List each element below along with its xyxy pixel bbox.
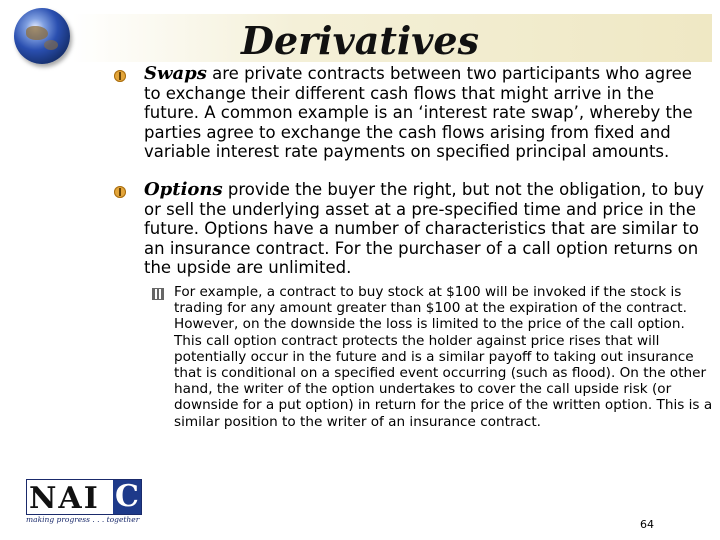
swaps-keyword: Swaps	[144, 63, 207, 84]
slide-title: Derivatives	[241, 18, 479, 63]
logo-tagline: making progress . . . together	[26, 515, 140, 524]
naic-logo	[26, 479, 142, 523]
logo-box	[26, 479, 142, 515]
bullet-icon	[114, 70, 126, 82]
logo-letters: NAI	[29, 481, 100, 516]
sub-bullet-icon	[152, 288, 164, 300]
page-number: 64	[640, 518, 654, 531]
swaps-text: are private contracts between two participants who agree to exchange their different cash flows that might arrive in the future. A common example is an ‘interest rate swap’, whereby the parties agree to exchange the cash flows arising from fixed and variable interest rate payments on specified principal amounts.	[144, 64, 693, 161]
swaps-paragraph	[144, 64, 712, 162]
example-paragraph: For example, a contract to buy stock at $100 will be invoked if the stock is trading for any amount greater than $100 at the expiration of the contract. However, on the downside the loss is limited to the price of the call option. This call option contract protects the holder against price rises that will potentially occur in the future and is a similar payoff to taking out insurance that is conditional on a specified event occurring (such as flood). On the other hand, the writer of the option undertakes to cover the call upside risk (or downside for a put option) in return for the price of the written option. This is a similar position to the writer of an insurance contract.	[174, 284, 713, 430]
options-keyword: Options	[144, 179, 223, 200]
logo-letter-c: C	[113, 480, 141, 514]
options-paragraph	[144, 180, 712, 278]
options-text: provide the buyer the right, but not the obligation, to buy or sell the underlying asset at a pre-specified time and price in the future. Options have a number of characteristics that are similar to an insurance contract. For the purchaser of a call option returns on the upside are unlimited.	[144, 180, 705, 277]
bullet-icon	[114, 186, 126, 198]
